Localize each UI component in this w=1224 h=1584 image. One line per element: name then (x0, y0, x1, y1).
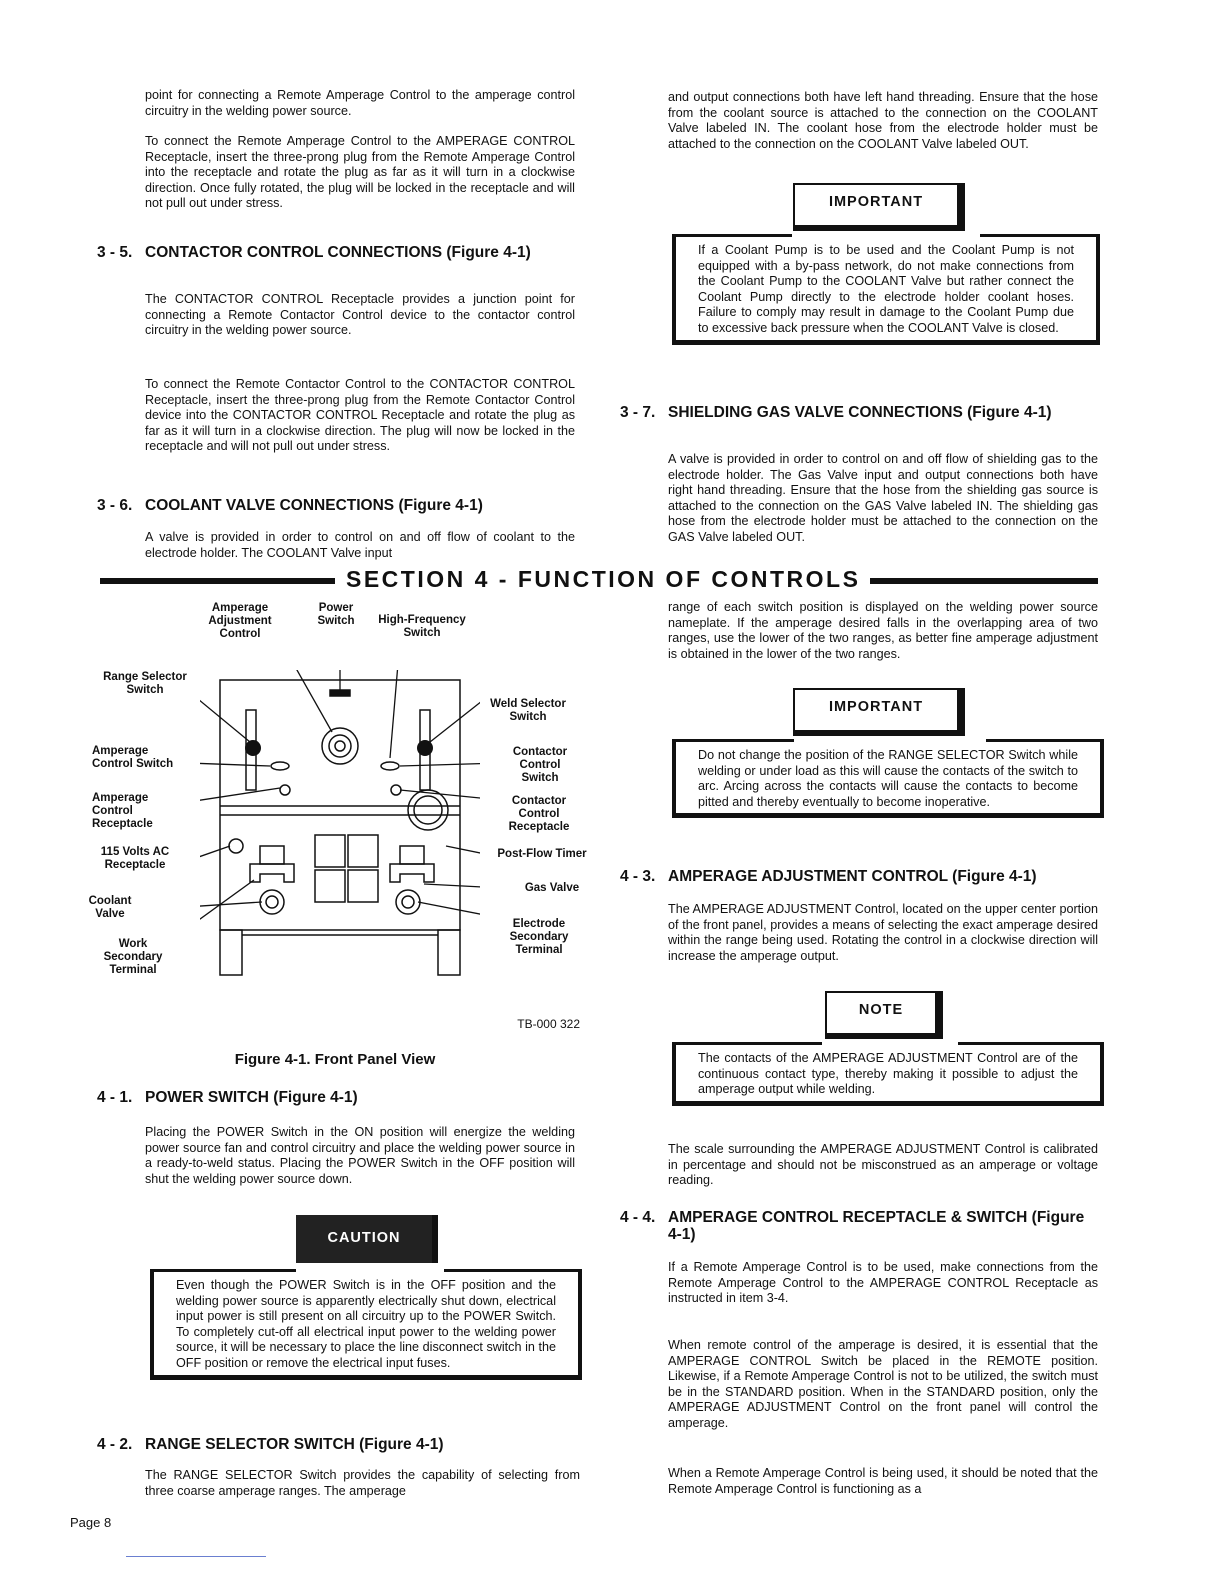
note-box (672, 1043, 1104, 1106)
heading-text: SHIELDING GAS VALVE CONNECTIONS (Figure 4-1) (668, 404, 1052, 421)
paragraph-4-2: The RANGE SELECTOR Switch provides the capability of selecting from three coarse amperage ranges. The amperage (145, 1468, 580, 1498)
caution-box (150, 1270, 582, 1380)
label-amperage-control-switch: Amperage Control Switch (92, 745, 174, 770)
heading-4-2 (97, 1436, 575, 1453)
section-4-title (100, 566, 1100, 596)
important-text: If a Coolant Pump is to be used and the Coolant Pump is not equipped with a by-pass network, do not make connections from the Coolant Pump to the COOLANT Valve but rather connect the Coolant Pump directly to the electrode holder coolant hoses. Failure to comply may result in damage to the Coolant Pump due to excessive back pressure when the COOLANT Valve is closed. (698, 243, 1074, 335)
paragraph-3-7: A valve is provided in order to control on and off flow of shielding gas to the electrode holder. The Gas Valve input and output connections both have right hand threading. Ensure that the hose from the shielding gas source is attached to the connection on the GAS Valve labeled IN. The shielding gas hose from the electrode holder must be attached to the connection on the GAS Valve labeled OUT. (668, 452, 1098, 544)
paragraph-4-4-a: If a Remote Amperage Control is to be used, make connections from the Remote Amperage Control to the AMPERAGE CONTROL Receptacle as instructed in item 3-4. (668, 1260, 1098, 1306)
paragraph-3-6-cont: and output connections both have left hand threading. Ensure that the hose from the coolant source is attached to the connection on the COOLANT Valve labeled IN. The coolant hose from the electrode holder must be attached to the connection on the COOLANT Valve labeled OUT. (668, 90, 1098, 151)
heading-3-7 (620, 404, 1098, 421)
heading-text: POWER SWITCH (Figure 4-1) (145, 1089, 358, 1106)
label-gas-valve: Gas Valve (524, 882, 580, 894)
heading-text: COOLANT VALVE CONNECTIONS (Figure 4-1) (145, 497, 483, 514)
heading-text: AMPERAGE CONTROL RECEPTACLE & SWITCH (Figure 4-1) (668, 1209, 1085, 1243)
paragraph-4-3: The AMPERAGE ADJUSTMENT Control, located on the upper center portion of the front panel, provides a means of selecting the exact amperage desired within the range being used. Rotating the control in a clockwise direction will increase the amperage output. (668, 902, 1098, 963)
heading-number: 4 - 2. (97, 1436, 133, 1453)
heading-number: 3 - 5. (97, 244, 133, 261)
paragraph-remote-connect: To connect the Remote Amperage Control to the AMPERAGE CONTROL Receptacle, insert the three-prong plug from the Remote Amperage Control into the receptacle and rotate the plug as far as it will turn in a clockwise direction. Once fully rotated, the plug will be locked in the receptacle and will not pull out under stress. (145, 134, 575, 211)
paragraph-4-1: Placing the POWER Switch in the ON position will energize the welding power source fan and control circuitry and place the welding power source in a ready-to-weld status. Placing the POWER Switch in the OFF position will shut the welding power source down. (145, 1125, 575, 1186)
paragraph-3-6: A valve is provided in order to control on and off flow of coolant to the electrode holder. The COOLANT Valve input (145, 530, 575, 560)
figure-reference: TB-000 322 (517, 1017, 580, 1031)
paragraph-remote-intro: point for connecting a Remote Amperage Control to the amperage control circuitry in the welding power source. (145, 88, 575, 118)
label-amperage-control-receptacle: Amperage Control Receptacle (92, 792, 153, 830)
label-work-terminal: Work Secondary Terminal (103, 938, 163, 976)
important-box-coolant (672, 235, 1100, 345)
label-115-volts: 115 Volts AC Receptacle (100, 846, 170, 871)
label-contactor-control-receptacle: Contactor Control Receptacle (508, 795, 570, 833)
important-text: Do not change the position of the RANGE SELECTOR Switch while welding or under load as this will cause the contacts of the switch to arc. Arcing across the contacts will cause the contacts to become pitted and thereby eventually to become inoperative. (698, 748, 1078, 809)
heading-text: CONTACTOR CONTROL CONNECTIONS (Figure 4-1) (145, 244, 531, 261)
paragraph-4-4-c: When a Remote Amperage Control is being used, it should be noted that the Remote Amperage Control is functioning as a (668, 1466, 1098, 1496)
important-box-range (672, 740, 1104, 818)
note-tag: NOTE (825, 991, 943, 1039)
paragraph-4-2-cont: range of each switch position is displayed on the welding power source nameplate. If the amperage desired falls in the overlapping area of two ranges, use the lower of the two ranges, as better fine amperage adjustment is obtained in the lower of the two ranges. (668, 600, 1098, 661)
caution-text: Even though the POWER Switch is in the OFF position and the welding power source is apparently electrically shut down, electrical input power is still present on all circuitry up to the POWER Switch. To completely cut-off all electrical input power to the welding power source, it will be necessary to place the line disconnect switch in the OFF position or remove the electrical input fuses. (176, 1278, 556, 1370)
front-panel-drawing (200, 670, 480, 985)
page-number: Page 8 (70, 1515, 112, 1530)
caution-tag: CAUTION (296, 1215, 438, 1263)
heading-number: 4 - 4. (620, 1209, 656, 1226)
paragraph-3-5-b: To connect the Remote Contactor Control to the CONTACTOR CONTROL Receptacle, insert the three-prong plug from the Remote Contactor Control device into the CONTACTOR CONTROL Receptacle and rotate the plug as far as it will turn in a clockwise direction. The plug will now be locked in the receptacle and will not pull out under stress. (145, 377, 575, 454)
heading-3-6 (97, 497, 575, 514)
label-electrode-terminal: Electrode Secondary Terminal (509, 918, 569, 956)
heading-text: AMPERAGE ADJUSTMENT CONTROL (Figure 4-1) (668, 868, 1037, 885)
label-weld-selector: Weld Selector Switch (490, 698, 566, 723)
important-tag: IMPORTANT (793, 183, 965, 231)
heading-number: 3 - 7. (620, 404, 656, 421)
paragraph-4-3-scale: The scale surrounding the AMPERAGE ADJUSTMENT Control is calibrated in percentage and should not be misconstrued as an amperage or voltage reading. (668, 1142, 1098, 1188)
label-high-frequency: High-Frequency Switch (378, 614, 466, 639)
heading-number: 4 - 1. (97, 1089, 133, 1106)
heading-4-1 (97, 1089, 575, 1106)
paragraph-3-5-a: The CONTACTOR CONTROL Receptacle provides a junction point for connecting a Remote Contactor Control device to the contactor control circuitry in the welding power source. (145, 292, 575, 338)
note-text: The contacts of the AMPERAGE ADJUSTMENT Control are of the continuous contact type, thereby making it possible to adjust the amperage output while welding. (698, 1051, 1078, 1097)
label-coolant-valve: Coolant Valve (88, 895, 132, 920)
heading-4-4 (620, 1209, 1098, 1243)
heading-text: RANGE SELECTOR SWITCH (Figure 4-1) (145, 1436, 444, 1453)
paragraph-4-4-b: When remote control of the amperage is desired, it is essential that the AMPERAGE CONTROL Switch be placed in the REMOTE position. Likewise, if a Remote Amperage Control is not to be utilized, the switch must be in the STANDARD position. When in the STANDARD position, only the AMPERAGE ADJUSTMENT Control on the front panel will control the amperage. (668, 1338, 1098, 1430)
heading-4-3 (620, 868, 1098, 885)
label-amperage-adjustment: Amperage Adjustment Control (208, 602, 272, 640)
label-post-flow-timer: Post-Flow Timer (497, 848, 587, 860)
heading-3-5 (97, 244, 575, 261)
heading-number: 3 - 6. (97, 497, 133, 514)
footer-rule (126, 1556, 266, 1557)
heading-number: 4 - 3. (620, 868, 656, 885)
label-contactor-control-switch: Contactor Control Switch (512, 746, 568, 784)
section-title-text: SECTION 4 - FUNCTION OF CONTROLS (346, 566, 861, 592)
important-tag: IMPORTANT (793, 688, 965, 736)
figure-caption: Figure 4-1. Front Panel View (234, 1051, 436, 1068)
label-range-selector: Range Selector Switch (103, 671, 187, 696)
label-power-switch: Power Switch (317, 602, 355, 627)
